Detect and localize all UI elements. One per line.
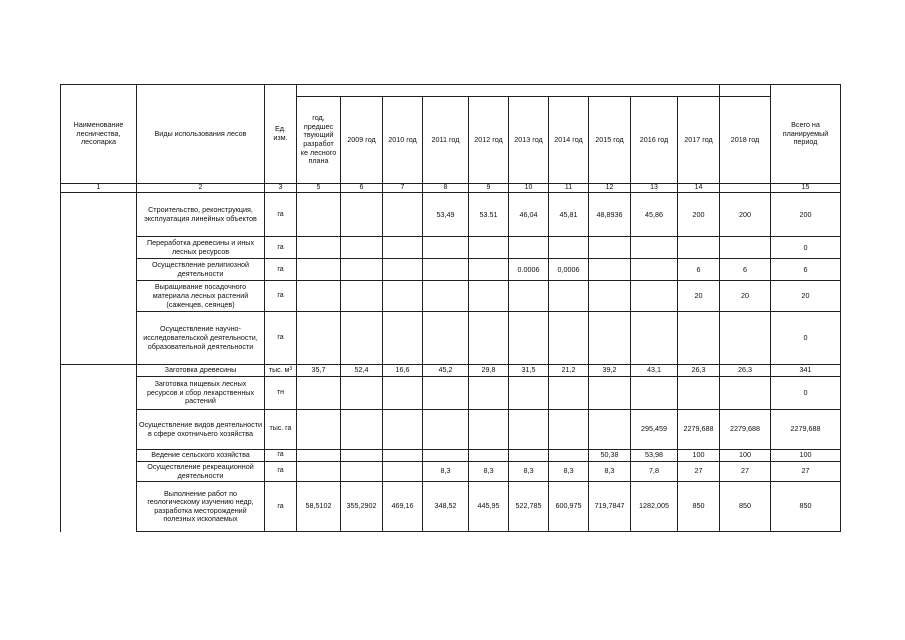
value-cell	[383, 259, 423, 281]
value-cell	[469, 450, 509, 462]
value-cell	[297, 377, 341, 410]
value-cell: 0	[771, 237, 841, 259]
unit-superscript: 3	[289, 365, 293, 372]
unit-cell	[265, 462, 297, 482]
value-cell	[297, 281, 341, 312]
kind-of-use-cell: Осуществление видов деятельности в сфере охотничьего хозяйства	[137, 410, 265, 450]
unit-cell	[265, 237, 297, 259]
value-cell	[469, 377, 509, 410]
col-number: 6	[341, 184, 383, 193]
value-cell: 27	[720, 462, 771, 482]
kind-of-use-cell: Выполнение работ по геологическому изучению недр, разработка месторождений полезных ископаемых	[137, 482, 265, 532]
value-cell	[341, 312, 383, 365]
value-cell: 2279,688	[771, 410, 841, 450]
value-cell	[469, 237, 509, 259]
value-cell: 20	[678, 281, 720, 312]
unit-text: га	[277, 467, 284, 475]
value-cell	[341, 462, 383, 482]
kind-of-use-cell: Осуществление рекреационной деятельности	[137, 462, 265, 482]
header-top-band	[61, 85, 841, 97]
value-cell	[469, 312, 509, 365]
header-year-2014: 2014 год	[549, 97, 589, 184]
value-cell	[383, 281, 423, 312]
value-cell	[469, 281, 509, 312]
value-cell: 719,7847	[589, 482, 631, 532]
value-cell	[678, 312, 720, 365]
value-cell: 29,8	[469, 365, 509, 377]
unit-text: тыс. га	[269, 425, 292, 433]
kind-of-use-cell: Переработка древесины и иных лесных ресурсов	[137, 237, 265, 259]
col-number: 5	[297, 184, 341, 193]
col-number: 14	[678, 184, 720, 193]
header-year-2011: 2011 год	[423, 97, 469, 184]
table-row	[61, 482, 841, 532]
value-cell: 295,459	[631, 410, 678, 450]
value-cell: 45,86	[631, 193, 678, 237]
value-cell: 0	[771, 377, 841, 410]
value-cell: 8,3	[509, 462, 549, 482]
unit-cell	[265, 377, 297, 410]
value-cell	[549, 410, 589, 450]
value-cell: 31,5	[509, 365, 549, 377]
col-number	[720, 184, 771, 193]
value-cell	[297, 312, 341, 365]
value-cell	[678, 377, 720, 410]
table-row	[61, 365, 841, 377]
unit-cell	[265, 259, 297, 281]
unit-cell	[265, 365, 297, 377]
value-cell: 355,2902	[341, 482, 383, 532]
value-cell: 341	[771, 365, 841, 377]
value-cell	[589, 410, 631, 450]
value-cell: 35,7	[297, 365, 341, 377]
value-cell	[509, 281, 549, 312]
value-cell	[720, 312, 771, 365]
unit-text: га	[277, 334, 284, 342]
value-cell: 6	[720, 259, 771, 281]
unit-cell	[265, 410, 297, 450]
value-cell: 52,4	[341, 365, 383, 377]
value-cell	[469, 410, 509, 450]
value-cell	[509, 377, 549, 410]
value-cell: 850	[771, 482, 841, 532]
value-cell: 43,1	[631, 365, 678, 377]
value-cell: 8,3	[549, 462, 589, 482]
value-cell	[631, 237, 678, 259]
unit-text: га	[277, 243, 284, 251]
col-number: 10	[509, 184, 549, 193]
table-row	[61, 237, 841, 259]
table-row	[61, 312, 841, 365]
unit-text: га	[277, 502, 284, 510]
table-row	[61, 462, 841, 482]
header-year-2018: 2018 год	[720, 97, 771, 184]
value-cell: 0.0006	[509, 259, 549, 281]
value-cell: 58,5102	[297, 482, 341, 532]
value-cell	[631, 259, 678, 281]
value-cell	[631, 377, 678, 410]
value-cell	[383, 450, 423, 462]
header-year-2012: 2012 год	[469, 97, 509, 184]
value-cell	[341, 259, 383, 281]
value-cell: 20	[720, 281, 771, 312]
unit-cell	[265, 312, 297, 365]
unit-cell	[265, 281, 297, 312]
col-number: 11	[549, 184, 589, 193]
value-cell	[720, 377, 771, 410]
unit-text: тн	[276, 388, 285, 396]
value-cell: 522,785	[509, 482, 549, 532]
value-cell: 469,16	[383, 482, 423, 532]
document-page	[60, 84, 840, 532]
value-cell	[509, 410, 549, 450]
value-cell: 21,2	[549, 365, 589, 377]
col-number: 7	[383, 184, 423, 193]
header-total: Всего на планируемый период	[771, 85, 841, 184]
value-cell	[589, 377, 631, 410]
value-cell	[297, 450, 341, 462]
unit-text: га	[277, 292, 284, 300]
value-cell: 200	[720, 193, 771, 237]
value-cell	[423, 450, 469, 462]
value-cell: 200	[678, 193, 720, 237]
value-cell	[341, 377, 383, 410]
unit-text: га	[277, 265, 284, 273]
value-cell: 20	[771, 281, 841, 312]
header-forestry-name: Наименование лесничества, лесопарка	[61, 85, 137, 184]
value-cell	[423, 312, 469, 365]
col-number: 12	[589, 184, 631, 193]
value-cell: 50,38	[589, 450, 631, 462]
value-cell	[383, 410, 423, 450]
value-cell	[423, 410, 469, 450]
unit-cell	[265, 450, 297, 462]
value-cell	[341, 410, 383, 450]
value-cell: 53,49	[423, 193, 469, 237]
value-cell: 6	[678, 259, 720, 281]
value-cell: 16,6	[383, 365, 423, 377]
value-cell	[383, 237, 423, 259]
value-cell: 1282,005	[631, 482, 678, 532]
value-cell: 348,52	[423, 482, 469, 532]
value-cell: 100	[771, 450, 841, 462]
unit-text: га	[277, 451, 284, 459]
value-cell: 8,3	[589, 462, 631, 482]
value-cell	[341, 281, 383, 312]
unit-text: тыс. м	[268, 366, 290, 374]
col-number: 3	[265, 184, 297, 193]
kind-of-use-cell: Осуществление научно-исследовательской деятельности, образовательной деятельности	[137, 312, 265, 365]
unit-text: га	[277, 210, 284, 218]
value-cell	[549, 377, 589, 410]
value-cell: 100	[720, 450, 771, 462]
value-cell	[423, 237, 469, 259]
value-cell	[549, 312, 589, 365]
value-cell	[509, 450, 549, 462]
value-cell	[297, 237, 341, 259]
value-cell: 8,3	[469, 462, 509, 482]
table-row	[61, 193, 841, 237]
value-cell: 48,8936	[589, 193, 631, 237]
table-row	[61, 410, 841, 450]
forestry-name-cell	[61, 365, 137, 532]
column-number-row	[61, 184, 841, 193]
value-cell: 26,3	[720, 365, 771, 377]
value-cell: 6	[771, 259, 841, 281]
value-cell	[297, 462, 341, 482]
value-cell: 27	[678, 462, 720, 482]
header-base-year: год, предшес твующий разработ ке лесного плана	[297, 97, 341, 184]
value-cell: 53,98	[631, 450, 678, 462]
value-cell: 200	[771, 193, 841, 237]
kind-of-use-cell: Выращивание посадочного материала лесных растений (саженцев, сеянцев)	[137, 281, 265, 312]
value-cell	[423, 377, 469, 410]
header-year-2016: 2016 год	[631, 97, 678, 184]
value-cell	[423, 281, 469, 312]
value-cell: 26,3	[678, 365, 720, 377]
value-cell	[341, 193, 383, 237]
header-year-2017: 2017 год	[678, 97, 720, 184]
value-cell	[341, 450, 383, 462]
forest-use-table	[60, 84, 841, 532]
header-year-2010: 2010 год	[383, 97, 423, 184]
value-cell: 45,81	[549, 193, 589, 237]
value-cell: 27	[771, 462, 841, 482]
header-kinds-of-use: Виды использования лесов	[137, 85, 265, 184]
value-cell	[383, 312, 423, 365]
value-cell: 0	[771, 312, 841, 365]
value-cell: 850	[720, 482, 771, 532]
value-cell	[589, 237, 631, 259]
header-year-2009: 2009 год	[341, 97, 383, 184]
value-cell: 45,2	[423, 365, 469, 377]
kind-of-use-cell: Заготовка древесины	[137, 365, 265, 377]
value-cell: 850	[678, 482, 720, 532]
table-row	[61, 377, 841, 410]
value-cell	[589, 281, 631, 312]
kind-of-use-cell: Заготовка пищевых лесных ресурсов и сбор лекарственных растений	[137, 377, 265, 410]
header-year-2015: 2015 год	[589, 97, 631, 184]
header-year-2013: 2013 год	[509, 97, 549, 184]
kind-of-use-cell: Ведение сельского хозяйства	[137, 450, 265, 462]
value-cell: 2279,688	[678, 410, 720, 450]
value-cell: 8,3	[423, 462, 469, 482]
value-cell: 7,8	[631, 462, 678, 482]
kind-of-use-cell: Строительство, реконструкция, эксплуатация линейных объектов	[137, 193, 265, 237]
value-cell: 53.51	[469, 193, 509, 237]
value-cell	[631, 312, 678, 365]
value-cell: 39,2	[589, 365, 631, 377]
col-number: 9	[469, 184, 509, 193]
col-number: 15	[771, 184, 841, 193]
value-cell	[469, 259, 509, 281]
table-row	[61, 281, 841, 312]
value-cell	[383, 377, 423, 410]
value-cell: 46,04	[509, 193, 549, 237]
value-cell	[423, 259, 469, 281]
value-cell	[631, 281, 678, 312]
value-cell	[589, 312, 631, 365]
value-cell	[383, 193, 423, 237]
value-cell	[549, 237, 589, 259]
value-cell	[341, 237, 383, 259]
value-cell	[549, 450, 589, 462]
table-row	[61, 450, 841, 462]
header-unit: Ед. изм.	[265, 85, 297, 184]
col-number: 13	[631, 184, 678, 193]
value-cell	[509, 312, 549, 365]
value-cell	[297, 259, 341, 281]
unit-cell	[265, 482, 297, 532]
value-cell	[589, 259, 631, 281]
value-cell	[549, 281, 589, 312]
value-cell	[509, 237, 549, 259]
value-cell	[297, 193, 341, 237]
kind-of-use-cell: Осуществление религиозной деятельности	[137, 259, 265, 281]
value-cell	[297, 410, 341, 450]
value-cell: 600,975	[549, 482, 589, 532]
value-cell	[720, 237, 771, 259]
header-blank-band	[720, 85, 771, 97]
value-cell	[383, 462, 423, 482]
value-cell: 445,95	[469, 482, 509, 532]
col-number: 8	[423, 184, 469, 193]
col-number: 2	[137, 184, 265, 193]
table-row	[61, 259, 841, 281]
forestry-name-cell	[61, 193, 137, 365]
col-number: 1	[61, 184, 137, 193]
header-period-band	[297, 85, 720, 97]
value-cell	[678, 237, 720, 259]
value-cell: 100	[678, 450, 720, 462]
value-cell: 0,0006	[549, 259, 589, 281]
unit-cell	[265, 193, 297, 237]
value-cell: 2279,688	[720, 410, 771, 450]
